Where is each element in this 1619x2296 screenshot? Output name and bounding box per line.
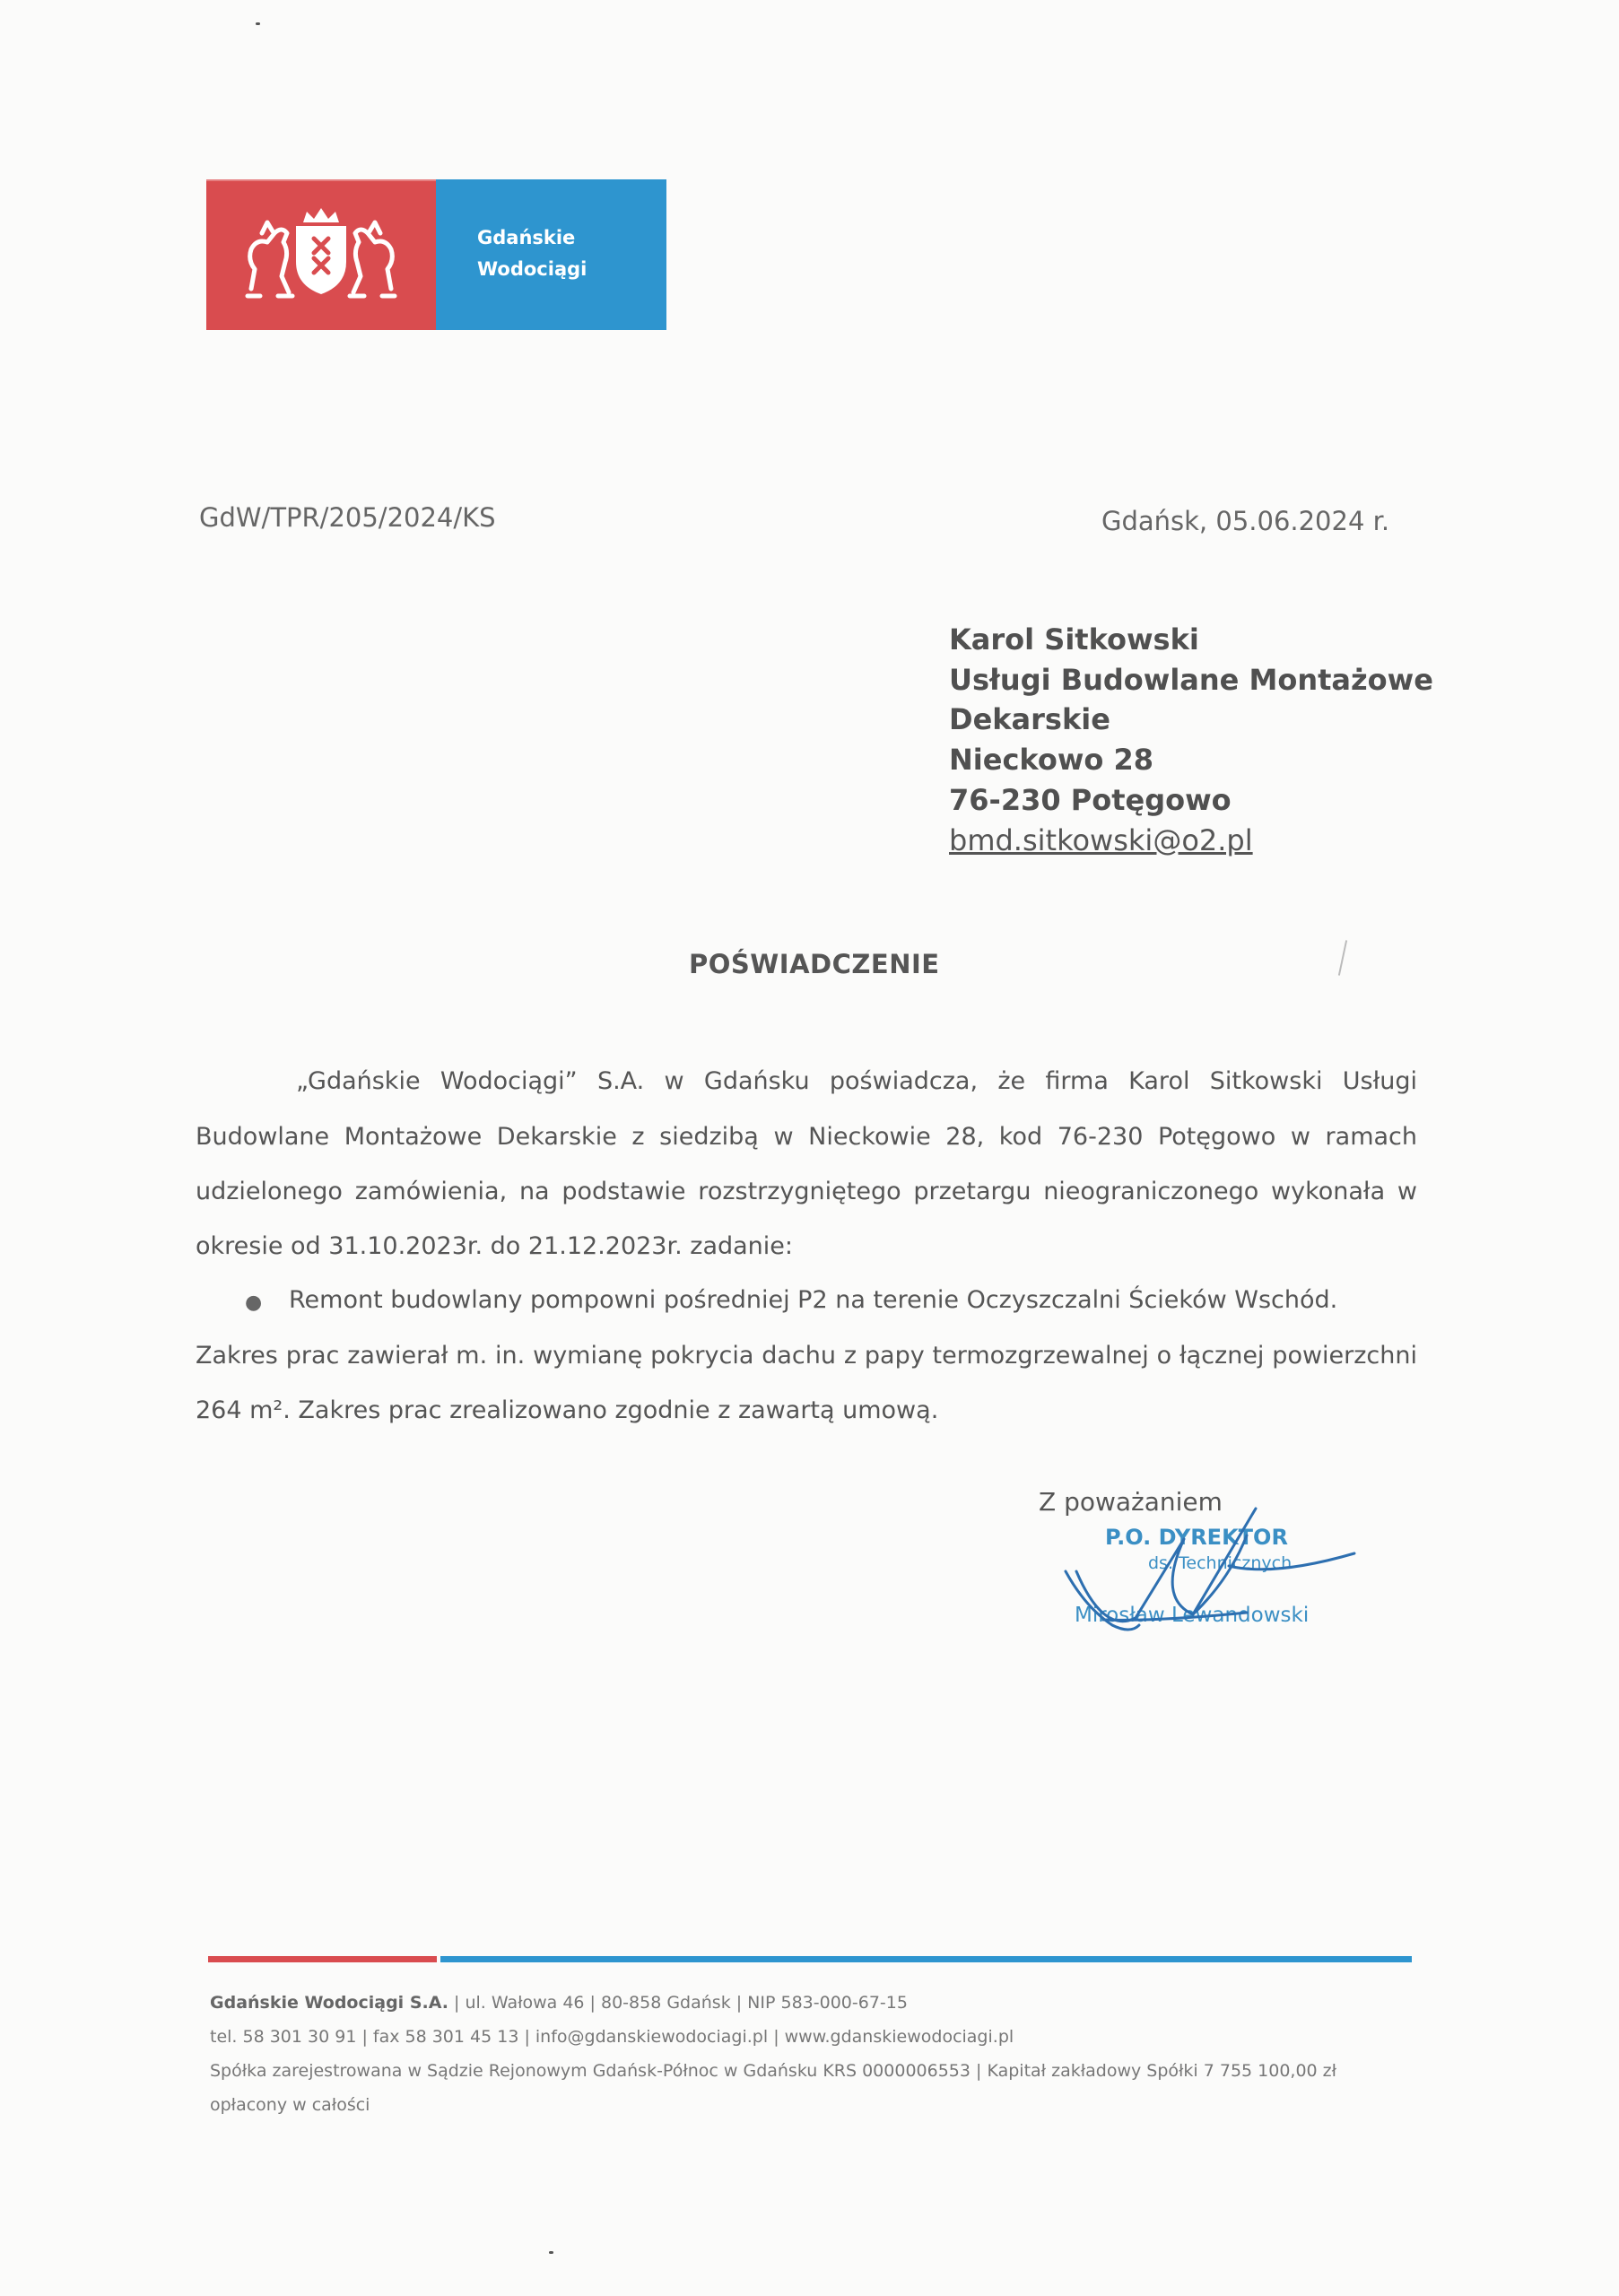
addressee-line: Usługi Budowlane Montażowe [949,663,1433,697]
footer-address: | ul. Wałowa 46 | 80-858 Gdańsk | NIP 583-000-67-15 [448,1993,908,2013]
closing-phrase: Z poważaniem [1039,1487,1223,1517]
footer-divider-blue [440,1956,1412,1962]
addressee-line: 76-230 Potęgowo [949,783,1232,817]
footer-divider-red [208,1956,437,1962]
gdansk-coat-of-arms-icon [242,206,400,305]
addressee-line: Dekarskie [949,702,1110,736]
logo-name-panel [436,179,666,330]
footer-line-registration: Spółka zarejestrowana w Sądzie Rejonowym Gdańsk-Północ w Gdańsku KRS 0000006553 | Kapitał zakładowy Spółki 7 755 100,00 zł [210,2061,1337,2081]
document-title: POŚWIADCZENIE [689,949,940,979]
body-paragraph-line: Budowlane Montażowe Dekarskie z siedzibą w Nieckowie 28, kod 76-230 Potęgowo w ramach [196,1123,1417,1151]
scan-mark [1338,940,1347,976]
reference-number: GdW/TPR/205/2024/KS [199,502,496,533]
logo-text [477,222,587,285]
bullet-point-icon: ● [245,1292,263,1314]
scan-speck [549,2251,553,2254]
company-logo [206,179,666,330]
body-paragraph-line: okresie od 31.10.2023r. do 21.12.2023r. zadanie: [196,1232,793,1260]
handwritten-signature [1049,1500,1372,1643]
footer-company-name: Gdańskie Wodociągi S.A. [210,1993,448,2013]
place-and-date: Gdańsk, 05.06.2024 r. [1101,506,1390,536]
bullet-item-text: Remont budowlany pompowni pośredniej P2 na terenie Oczyszczalni Ścieków Wschód. [289,1286,1338,1314]
stamp-name: Mirosław Lewandowski [1075,1604,1310,1627]
body-paragraph-line: Zakres prac zawierał m. in. wymianę pokrycia dachu z papy termozgrzewalnej o łącznej powierzchni [196,1342,1417,1370]
stamp-subtitle: ds. Technicznych [1148,1553,1293,1573]
footer-line-company [210,1993,908,2013]
addressee-email-link[interactable]: bmd.sitkowski@o2.pl [949,823,1253,857]
footer-line-capital: opłacony w całości [210,2095,370,2115]
footer-divider [208,1956,1412,1962]
body-paragraph-line: 264 m². Zakres prac zrealizowano zgodnie z zawartą umową. [196,1396,939,1424]
logo-line-2: Wodociągi [477,258,588,280]
logo-crest-panel [206,179,436,330]
body-paragraph-line: „Gdańskie Wodociągi” S.A. w Gdańsku poświadcza, że firma Karol Sitkowski Usługi [296,1067,1417,1095]
addressee-line: Nieckowo 28 [949,743,1154,777]
body-paragraph-line: udzielonego zamówienia, na podstawie rozstrzygniętego przetargu nieograniczonego wykonała w [196,1178,1417,1205]
addressee-line: Karol Sitkowski [949,622,1199,657]
footer-line-contact: tel. 58 301 30 91 | fax 58 301 45 13 | info@gdanskiewodociagi.pl | www.gdanskiewodociagi.pl [210,2027,1014,2047]
logo-line-1: Gdańskie [477,227,576,248]
stamp-title: P.O. DYREKTOR [1105,1525,1288,1550]
scan-speck [256,22,260,25]
